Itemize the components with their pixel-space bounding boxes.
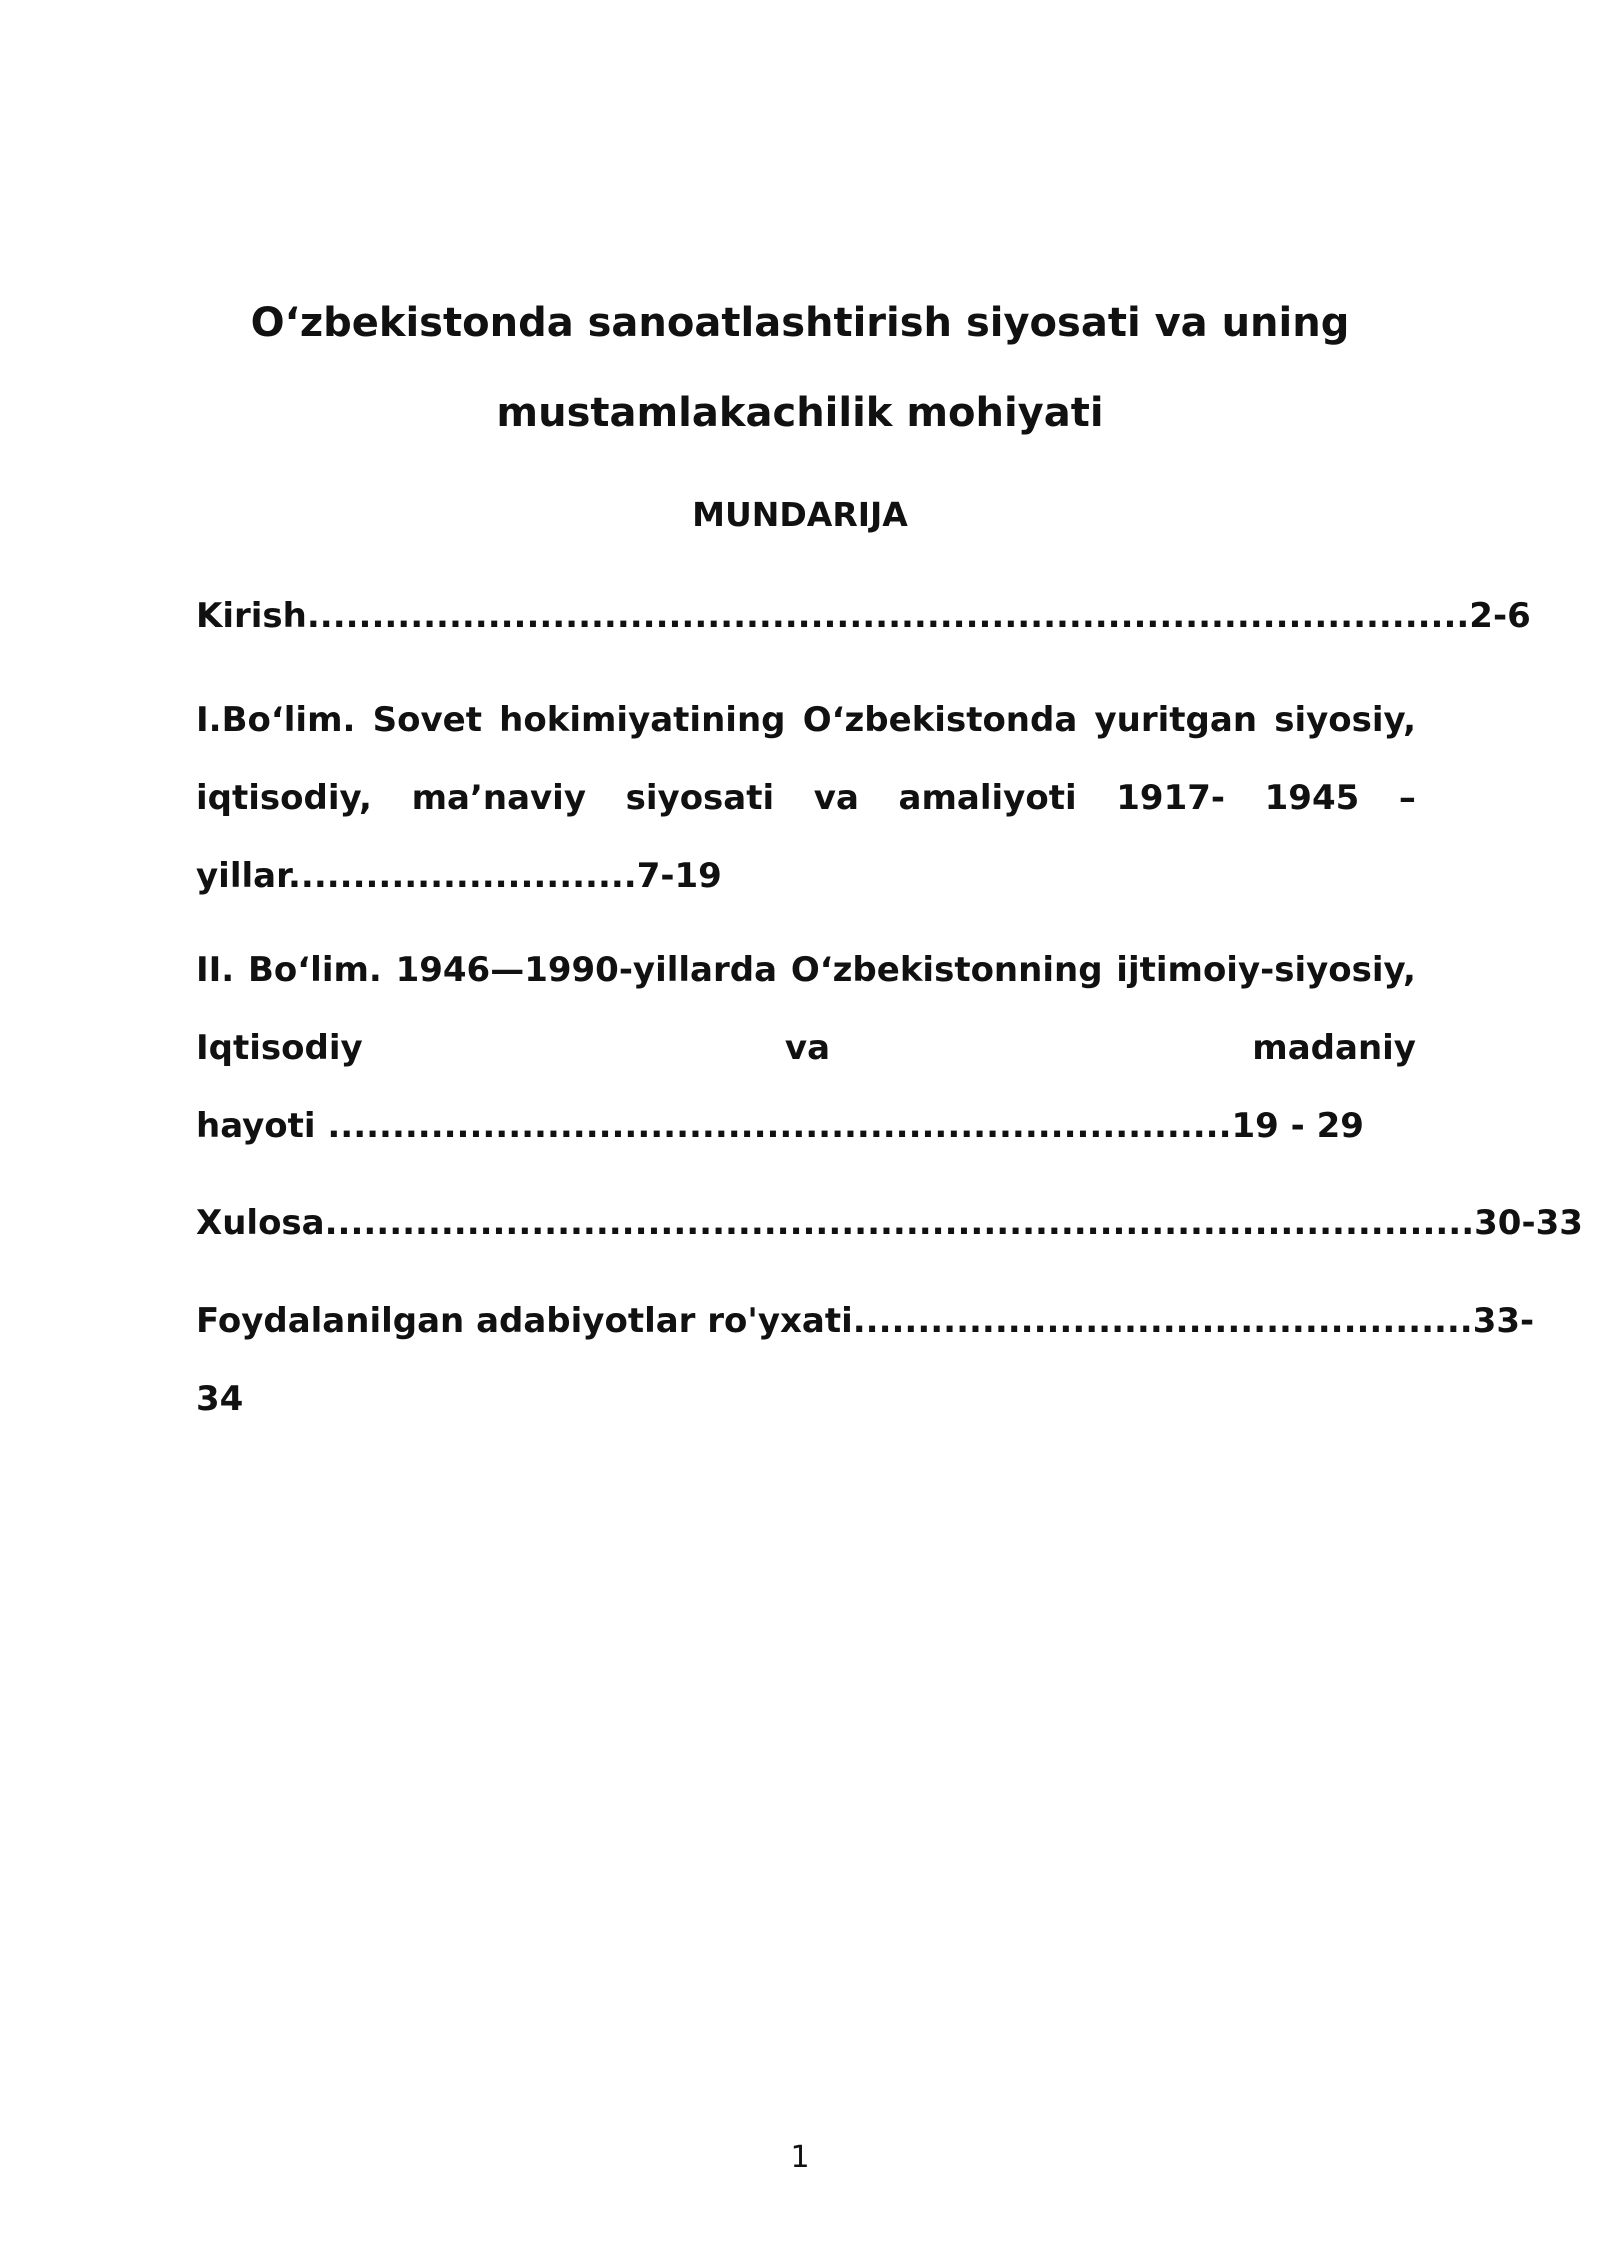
toc-entry-part-1-line-2: iqtisodiy, ma’naviy siyosati va amaliyoti 1917- 1945 – <box>196 778 1416 818</box>
toc-entry-part-1-line-1: I.Bo‘lim. Sovet hokimiyatining O‘zbekistonda yuritgan siyosiy, <box>196 700 1416 740</box>
toc-entry-part-2-line-1: II. Bo‘lim. 1946—1990-yillarda O‘zbekistonning ijtimoiy-siyosiy, <box>196 950 1416 990</box>
title-line-2: mustamlakachilik mohiyati <box>496 390 1104 436</box>
toc-entry-adabiyotlar-line-1: Foydalanilgan adabiyotlar ro'yxati................................................33- <box>196 1301 1535 1341</box>
toc-entry-xulosa: Xulosa.........................................................................................30-33 <box>196 1203 1583 1243</box>
page-number: 1 <box>790 2140 810 2175</box>
title-line-1: O‘zbekistonda sanoatlashtirish siyosati va uning <box>250 300 1350 346</box>
toc-entry-part-1-line-3: yillar...........................7-19 <box>196 856 722 896</box>
toc-entry-part-2 <box>196 931 1416 1165</box>
toc-entry-part-2-line-3: hayoti ......................................................................19 - 29 <box>196 1106 1364 1146</box>
document-title <box>140 278 1460 458</box>
toc-entry-adabiyotlar-line-2: 34 <box>196 1379 244 1419</box>
toc-heading: MUNDARIJA <box>692 495 908 534</box>
toc-entry-adabiyotlar <box>196 1282 1535 1438</box>
toc-entry-part-2-line-2: Iqtisodiy va madaniy <box>196 1028 1416 1068</box>
toc-entry-part-1 <box>196 681 1416 915</box>
toc-entry-kirish: Kirish..........................................................................................2-6 <box>196 596 1531 636</box>
